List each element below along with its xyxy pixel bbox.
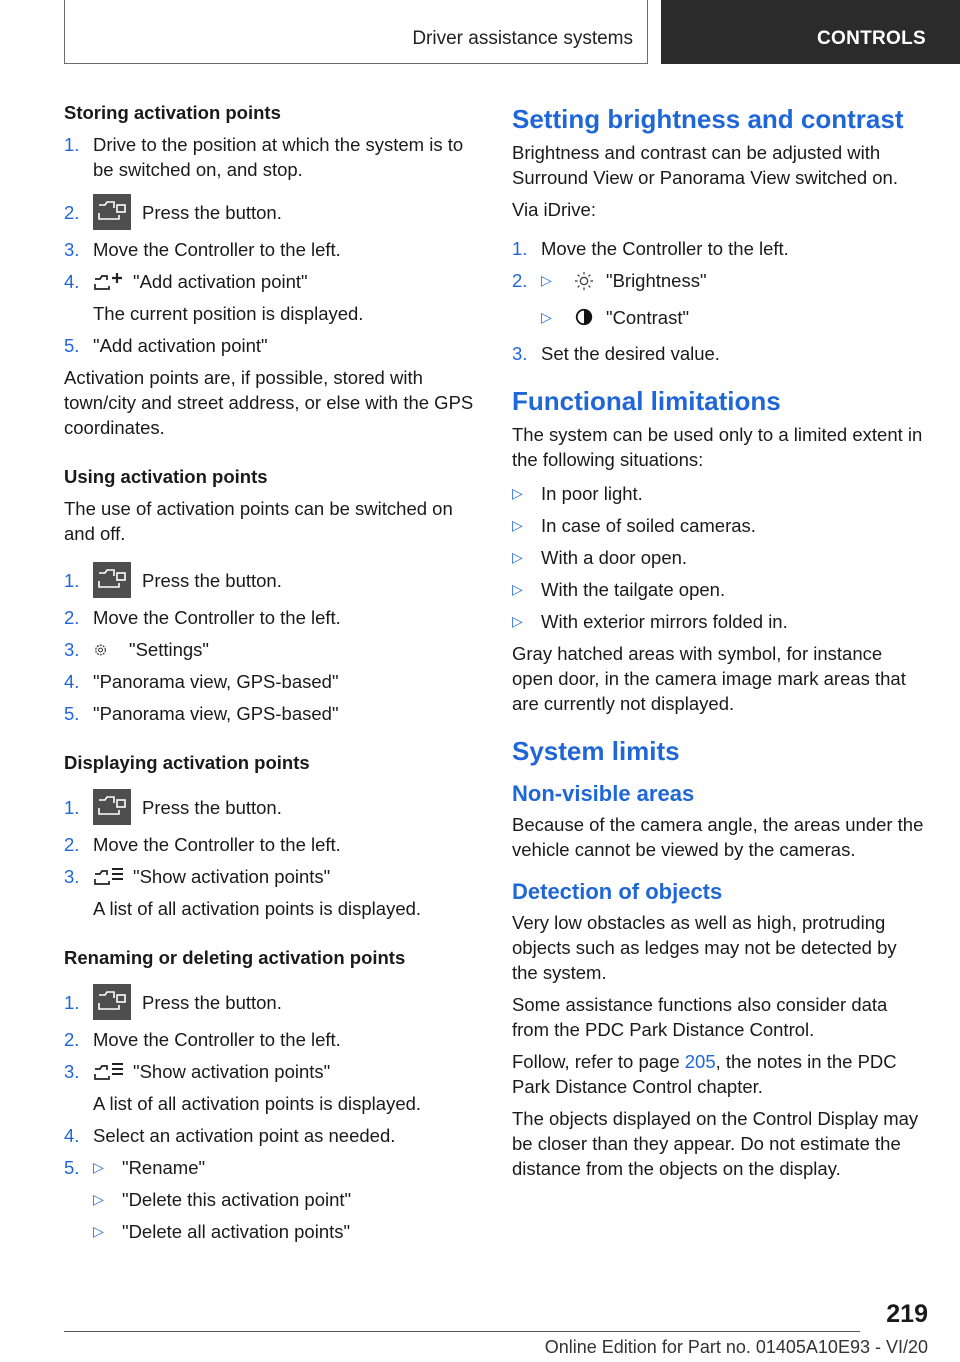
right-column — [512, 100, 926, 1188]
renaming-option-delete-all: ▷ "Delete all activation points" — [93, 1221, 351, 1242]
displaying-step-1-text: Press the button. — [142, 796, 282, 818]
renaming-option-rename: ▷ "Rename" — [93, 1157, 206, 1178]
detection-p2: Some assistance functions also consider data from the PDC Park Distance Control. — [512, 994, 888, 1040]
triangle-bullet-icon: ▷ — [512, 613, 523, 629]
nonvisible-heading: Non-visible areas — [512, 781, 695, 806]
triangle-bullet-icon: ▷ — [93, 1223, 104, 1239]
storing-step-3: 3. Move the Controller to the left. — [64, 239, 341, 260]
camera-button-icon[interactable] — [93, 984, 131, 1020]
page-link-205[interactable]: 205 — [684, 1051, 716, 1072]
triangle-bullet-icon: ▷ — [512, 517, 523, 533]
brightness-step-1: 1. Move the Controller to the left. — [512, 238, 789, 259]
detection-p3: Follow, refer to page 205, the notes in the PDC Park Distance Control chapter. — [512, 1051, 897, 1097]
using-step-3: 3. "Settings" — [64, 639, 209, 660]
functional-bullet-3: ▷ With a door open. — [512, 547, 688, 568]
functional-heading: Functional limitations — [512, 386, 781, 416]
renaming-step-2-text: Move the Controller to the left. — [93, 1029, 341, 1050]
renaming-heading: Renaming or deleting activation points — [64, 947, 406, 968]
storing-step-1-text: Drive to the position at which the system is to be switched on, and stop. — [93, 134, 464, 180]
displaying-heading: Displaying activation points — [64, 752, 310, 773]
storing-heading: Storing activation points — [64, 102, 281, 123]
storing-step-5: 5. "Add activation point" — [64, 335, 268, 356]
storing-step-2: 2. Press the button. — [64, 194, 480, 230]
brightness-heading: Setting brightness and contrast — [512, 104, 904, 134]
triangle-bullet-icon: ▷ — [541, 272, 552, 288]
using-step-3-text: "Settings" — [129, 639, 209, 660]
renaming-option-delete-this: ▷ "Delete this activation point" — [93, 1189, 352, 1210]
using-step-1: 1. Press the button. — [64, 562, 480, 598]
detection-p1: Very low obstacles as well as high, protruding objects such as ledges may not be detected by the system. — [512, 912, 897, 983]
nonvisible-text: Because of the camera angle, the areas under the vehicle cannot be viewed by the cameras. — [512, 814, 924, 860]
storing-step-5-text: "Add activation point" — [93, 335, 268, 356]
functional-intro: The system can be used only to a limited extent in the following situations: — [512, 424, 923, 470]
using-heading: Using activation points — [64, 466, 268, 487]
brightness-option: ▷ "Brightness" — [541, 270, 707, 291]
brightness-intro: Brightness and contrast can be adjusted with Surround View or Panorama View switched on. — [512, 142, 898, 188]
renaming-step-3: 3. "Show activation points" A list of all activation points is displayed. — [64, 1059, 480, 1116]
storing-step-4-text: "Add activation point" — [133, 271, 308, 292]
triangle-bullet-icon: ▷ — [512, 549, 523, 565]
renaming-step-5: 5. ▷ "Rename" ▷ "Delete this activation point" ▷ "Delete all activation points" — [64, 1155, 480, 1244]
storing-step-2-text: Press the button. — [142, 201, 282, 223]
functional-bullet-1: ▷ In poor light. — [512, 483, 643, 504]
storing-note: Activation points are, if possible, stored with town/city and street address, or else with the GPS coordinates. — [64, 367, 474, 438]
left-column — [64, 100, 480, 1251]
renaming-step-3-text: "Show activation points" — [133, 1061, 331, 1082]
edition-text: Online Edition for Part no. 01405A10E93 - VI/20 — [544, 1337, 928, 1357]
displaying-step-3: 3. "Show activation points" A list of all activation points is displayed. — [64, 864, 480, 921]
header-section-box — [64, 0, 648, 64]
using-intro: The use of activation points can be switched on and off. — [64, 498, 453, 544]
triangle-bullet-icon: ▷ — [512, 581, 523, 597]
storing-step-4: 4. "Add activation point" The current position is displayed. — [64, 269, 480, 326]
functional-bullet-4: ▷ With the tailgate open. — [512, 579, 726, 600]
detection-p4: The objects displayed on the Control Display may be closer than they appear. Do not estimate the distance from the objects on the display. — [512, 1108, 919, 1179]
renaming-step-3-cont: A list of all activation points is displayed. — [93, 1093, 422, 1114]
renaming-step-4-text: Select an activation point as needed. — [93, 1125, 396, 1146]
using-step-1-text: Press the button. — [142, 569, 282, 591]
triangle-bullet-icon: ▷ — [93, 1191, 104, 1207]
contrast-icon — [574, 306, 594, 328]
storing-step-4-cont: The current position is displayed. — [93, 303, 364, 324]
using-step-2: 2. Move the Controller to the left. — [64, 607, 341, 628]
renaming-step-4: 4. Select an activation point as needed. — [64, 1125, 396, 1146]
using-step-5-text: "Panorama view, GPS-based" — [93, 703, 339, 724]
header-section-title: Driver assistance systems — [412, 28, 633, 49]
brightness-step-3: 3. Set the desired value. — [512, 343, 720, 364]
show-activation-points-icon — [93, 866, 125, 888]
camera-button-icon[interactable] — [93, 194, 131, 230]
camera-button-icon[interactable] — [93, 789, 131, 825]
using-step-4: 4. "Panorama view, GPS-based" — [64, 671, 339, 692]
functional-bullet-2: ▷ In case of soiled cameras. — [512, 515, 756, 536]
using-step-5: 5. "Panorama view, GPS-based" — [64, 703, 339, 724]
using-step-2-text: Move the Controller to the left. — [93, 607, 341, 628]
displaying-step-1: 1. Press the button. — [64, 789, 480, 825]
detection-heading: Detection of objects — [512, 879, 723, 904]
page-number: 219 — [886, 1300, 928, 1328]
displaying-step-2-text: Move the Controller to the left. — [93, 834, 341, 855]
header-chapter-title: CONTROLS — [816, 28, 926, 49]
displaying-step-3-text: "Show activation points" — [133, 866, 331, 887]
gear-icon — [93, 639, 115, 661]
triangle-bullet-icon: ▷ — [93, 1159, 104, 1175]
functional-bullet-5: ▷ With exterior mirrors folded in. — [512, 611, 788, 632]
renaming-step-1-text: Press the button. — [142, 991, 282, 1013]
triangle-bullet-icon: ▷ — [512, 485, 523, 501]
renaming-step-2: 2. Move the Controller to the left. — [64, 1029, 341, 1050]
camera-button-icon[interactable] — [93, 562, 131, 598]
contrast-option: ▷ "Contrast" — [541, 306, 690, 328]
displaying-step-3-cont: A list of all activation points is displayed. — [93, 898, 422, 919]
storing-step-3-text: Move the Controller to the left. — [93, 239, 341, 260]
header-chapter-box — [661, 0, 960, 64]
displaying-step-2: 2. Move the Controller to the left. — [64, 834, 341, 855]
triangle-bullet-icon: ▷ — [541, 308, 552, 325]
functional-note: Gray hatched areas with symbol, for instance open door, in the camera image mark areas that are currently not displayed. — [512, 643, 906, 714]
limits-heading: System limits — [512, 736, 680, 766]
renaming-step-1: 1. Press the button. — [64, 984, 480, 1020]
footer-rule — [64, 1331, 860, 1332]
sun-icon — [574, 270, 594, 292]
add-activation-point-icon — [93, 271, 125, 293]
using-step-4-text: "Panorama view, GPS-based" — [93, 671, 339, 692]
storing-step-1: 1. Drive to the position at which the system is to be switched on, and stop. — [64, 134, 464, 180]
brightness-step-2: 2. ▷ "Brightness" ▷ "Contrast" — [512, 268, 926, 334]
brightness-via: Via iDrive: — [512, 199, 596, 220]
show-activation-points-icon — [93, 1061, 125, 1083]
